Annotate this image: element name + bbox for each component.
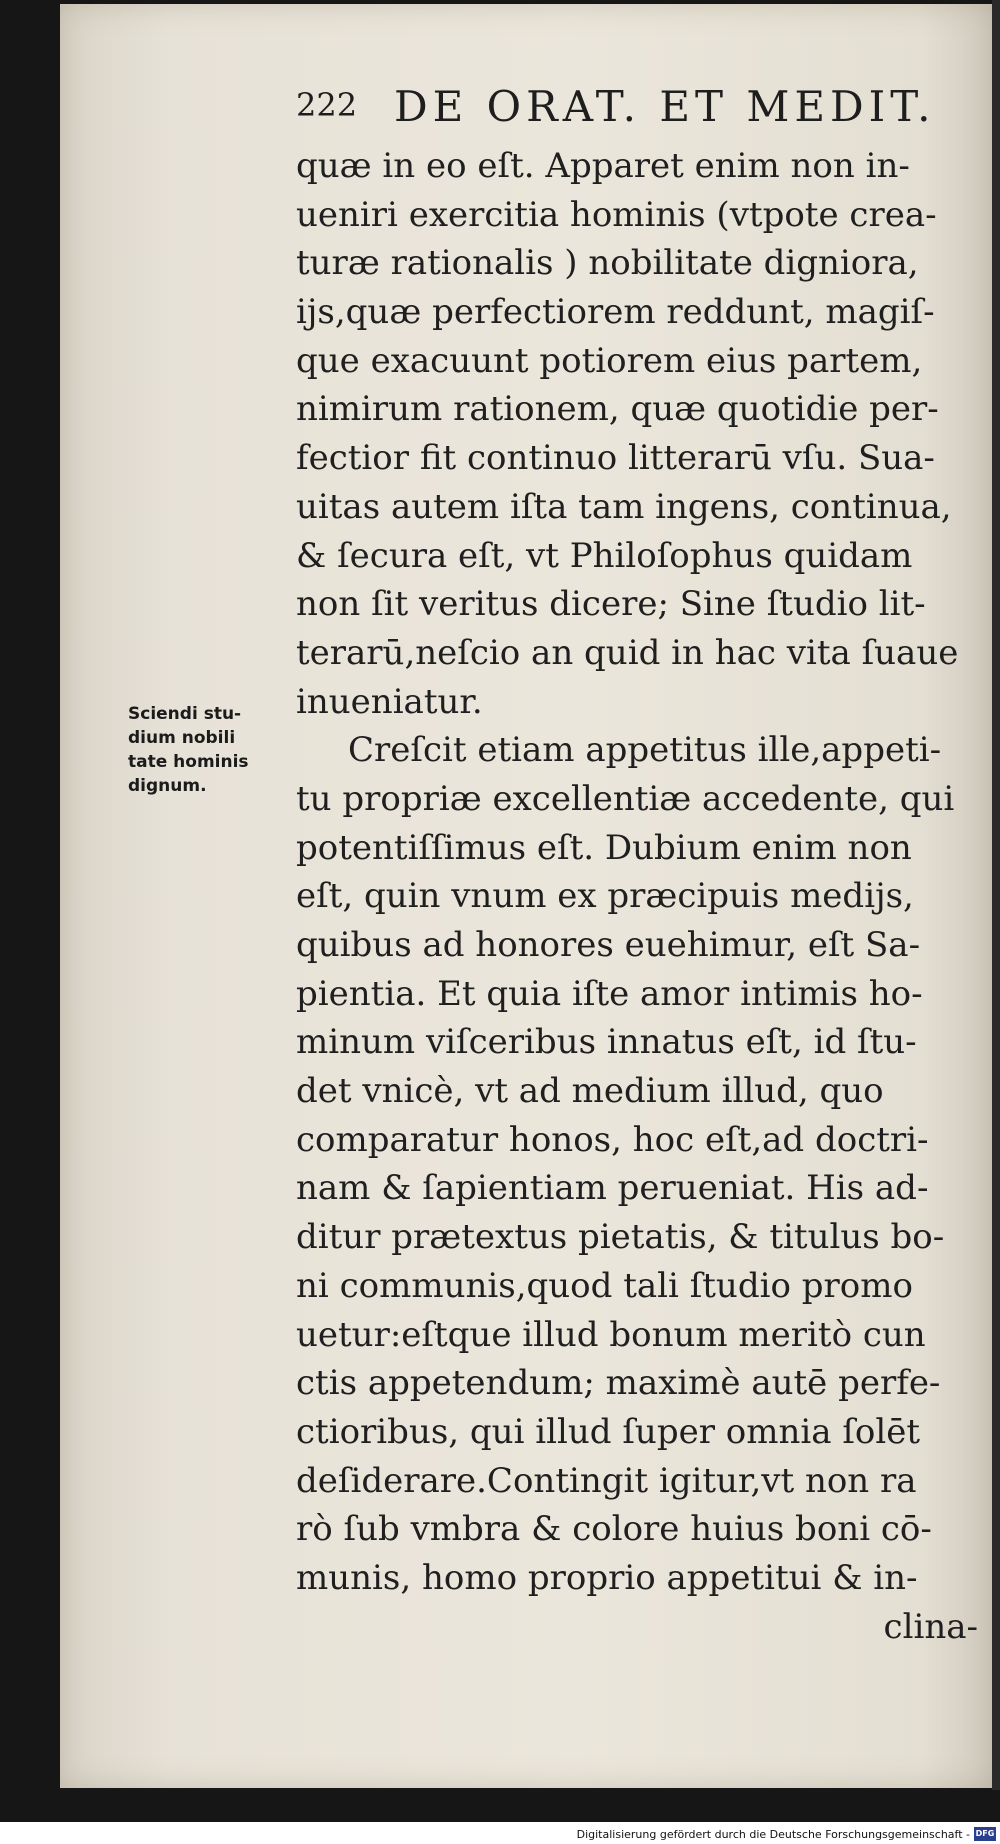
text-line: terarū,neſcio an quid in hac vita ſuaue [296, 632, 959, 673]
text-line: rò ſub vmbra & colore huius boni cō- [296, 1509, 932, 1550]
text-line: ctioribus, qui illud ſuper omnia ſolēt [296, 1411, 921, 1452]
catchword: clina- [883, 1606, 978, 1647]
text-line: eſt, quin vnum ex præcipuis medijs, [296, 876, 914, 917]
page-header [296, 82, 946, 144]
marginal-note-line: Sciendi stu- [128, 704, 242, 724]
text-line: quibus ad honores euehimur, eſt Sa- [296, 925, 921, 965]
text-line: potentiſſimus eſt. Dubium enim non [296, 827, 912, 868]
text-line: & ſecura eſt, vt Philoſophus quidam [296, 535, 913, 576]
text-line: pientia. Et quia iſte amor intimis ho- [296, 973, 923, 1014]
text-line: munis, homo proprio appetitui & in- [296, 1557, 918, 1598]
marginal-note-line: dignum. [128, 776, 207, 796]
text-line: minum viſceribus innatus eſt, id ſtu- [296, 1022, 917, 1063]
dfg-logo-icon: DFG [974, 1827, 996, 1841]
text-line: turæ rationalis ) nobilitate digniora, [296, 243, 919, 284]
marginal-note [128, 702, 298, 798]
text-line: ijs,quæ perfectiorem reddunt, magiſ- [296, 292, 935, 333]
text-line: nimirum rationem, quæ quotidie per- [296, 389, 939, 430]
page-number: 222 [296, 86, 358, 124]
body-text [296, 142, 986, 1651]
text-line: ueniri exercitia hominis (vtpote crea- [296, 194, 937, 235]
page-edge [992, 0, 1000, 1790]
text-line: comparatur honos, hoc eſt,ad doctri- [296, 1119, 929, 1160]
text-line: inueniatur. [296, 681, 483, 722]
marginal-note-line: tate hominis [128, 752, 249, 772]
digitization-credit: Digitalisierung gefördert durch die Deutsche Forschungsgemeinschaft - [576, 1828, 970, 1841]
text-line: non ſit veritus dicere; Sine ſtudio lit- [296, 584, 926, 625]
text-line: uitas autem iſta tam ingens, continua, [296, 486, 952, 527]
text-line: que exacuunt potiorem eius partem, [296, 340, 923, 381]
running-title: DE ORAT. ET MEDIT. [394, 82, 936, 131]
text-line: nam & ſapientiam perueniat. His ad- [296, 1168, 929, 1209]
text-line: det vnicè, vt ad medium illud, quo [296, 1071, 884, 1112]
text-line: quæ in eo eſt. Apparet enim non in- [296, 146, 910, 186]
marginal-note-line: dium nobili [128, 728, 236, 748]
text-line: deſiderare.Contingit igitur,vt non ra [296, 1460, 917, 1501]
footer-bar [0, 1822, 1000, 1844]
text-line: ctis appetendum; maximè autē perfe- [296, 1363, 941, 1404]
text-line: ditur prætextus pietatis, & titulus bo- [296, 1217, 945, 1258]
text-line: uetur:eſtque illud bonum meritò cun [296, 1314, 926, 1355]
text-line: tu propriæ excellentiæ accedente, qui [296, 778, 955, 819]
paragraph-start-line: Creſcit etiam appetitus ille,appeti- [348, 730, 942, 771]
text-line: ni communis,quod tali ſtudio promo [296, 1265, 913, 1306]
text-line: fectior fit continuo litterarū vſu. Sua- [296, 438, 935, 479]
